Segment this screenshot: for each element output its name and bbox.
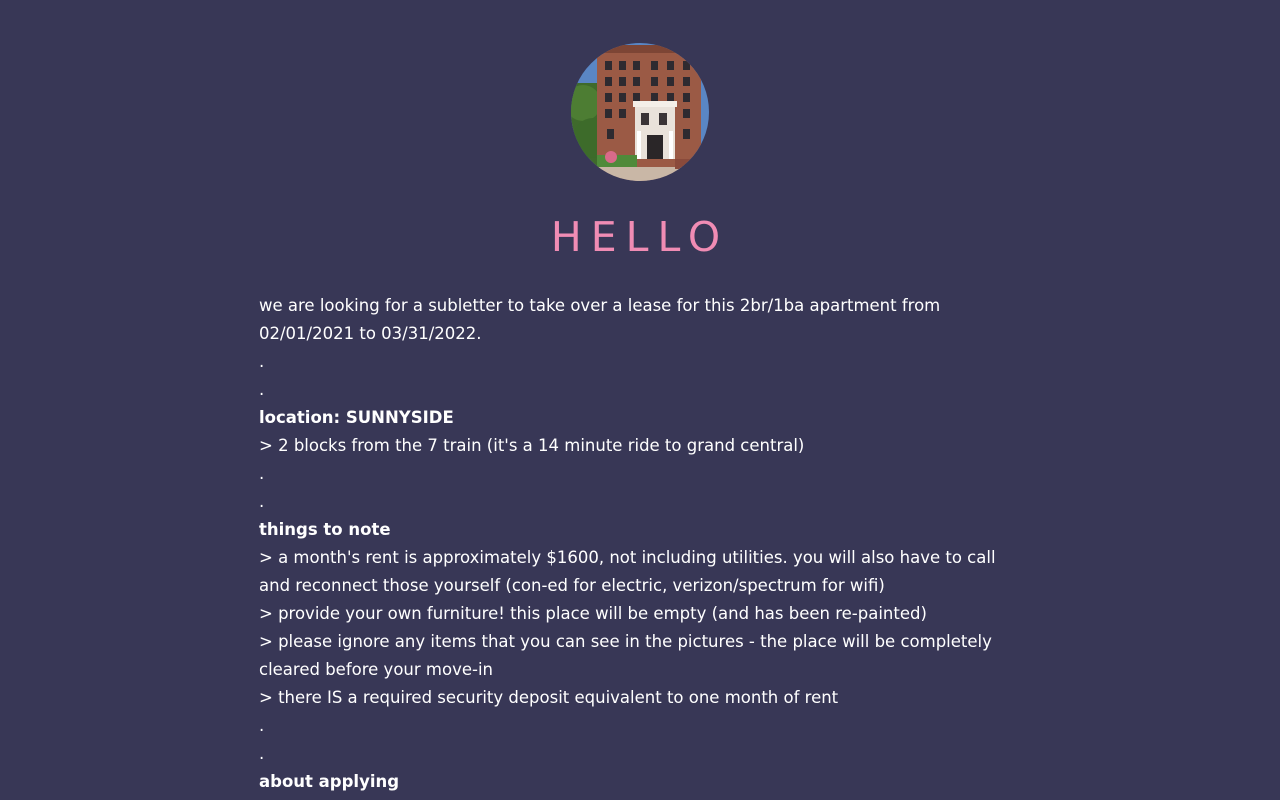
separator: . [259,744,265,763]
note-item: > provide your own furniture! this place will be empty (and has been re-painted) [259,604,927,623]
intro-text: we are looking for a subletter to take over a lease for this 2br/1ba apartment from 02/01/2021 to 03/31/2022. [259,296,941,343]
page-title: HELLO [550,213,730,261]
separator: . [259,716,265,735]
listing-description [259,292,1029,796]
separator: . [259,464,265,483]
notes-heading: things to note [259,520,391,539]
location-detail: > 2 blocks from the 7 train (it's a 14 minute ride to grand central) [259,436,805,455]
note-item: > there IS a required security deposit equivalent to one month of rent [259,688,839,707]
applying-heading: about applying [259,772,400,791]
note-item: > a month's rent is approximately $1600, not including utilities. you will also have to call and reconnect those yourself (con-ed for electric, verizon/spectrum for wifi) [259,548,996,595]
separator: . [259,492,265,511]
separator: . [259,352,265,371]
separator: . [259,380,265,399]
apartment-building-photo [571,43,709,181]
note-item: > please ignore any items that you can see in the pictures - the place will be completely cleared before your move-in [259,632,992,679]
location-heading: location: SUNNYSIDE [259,408,454,427]
